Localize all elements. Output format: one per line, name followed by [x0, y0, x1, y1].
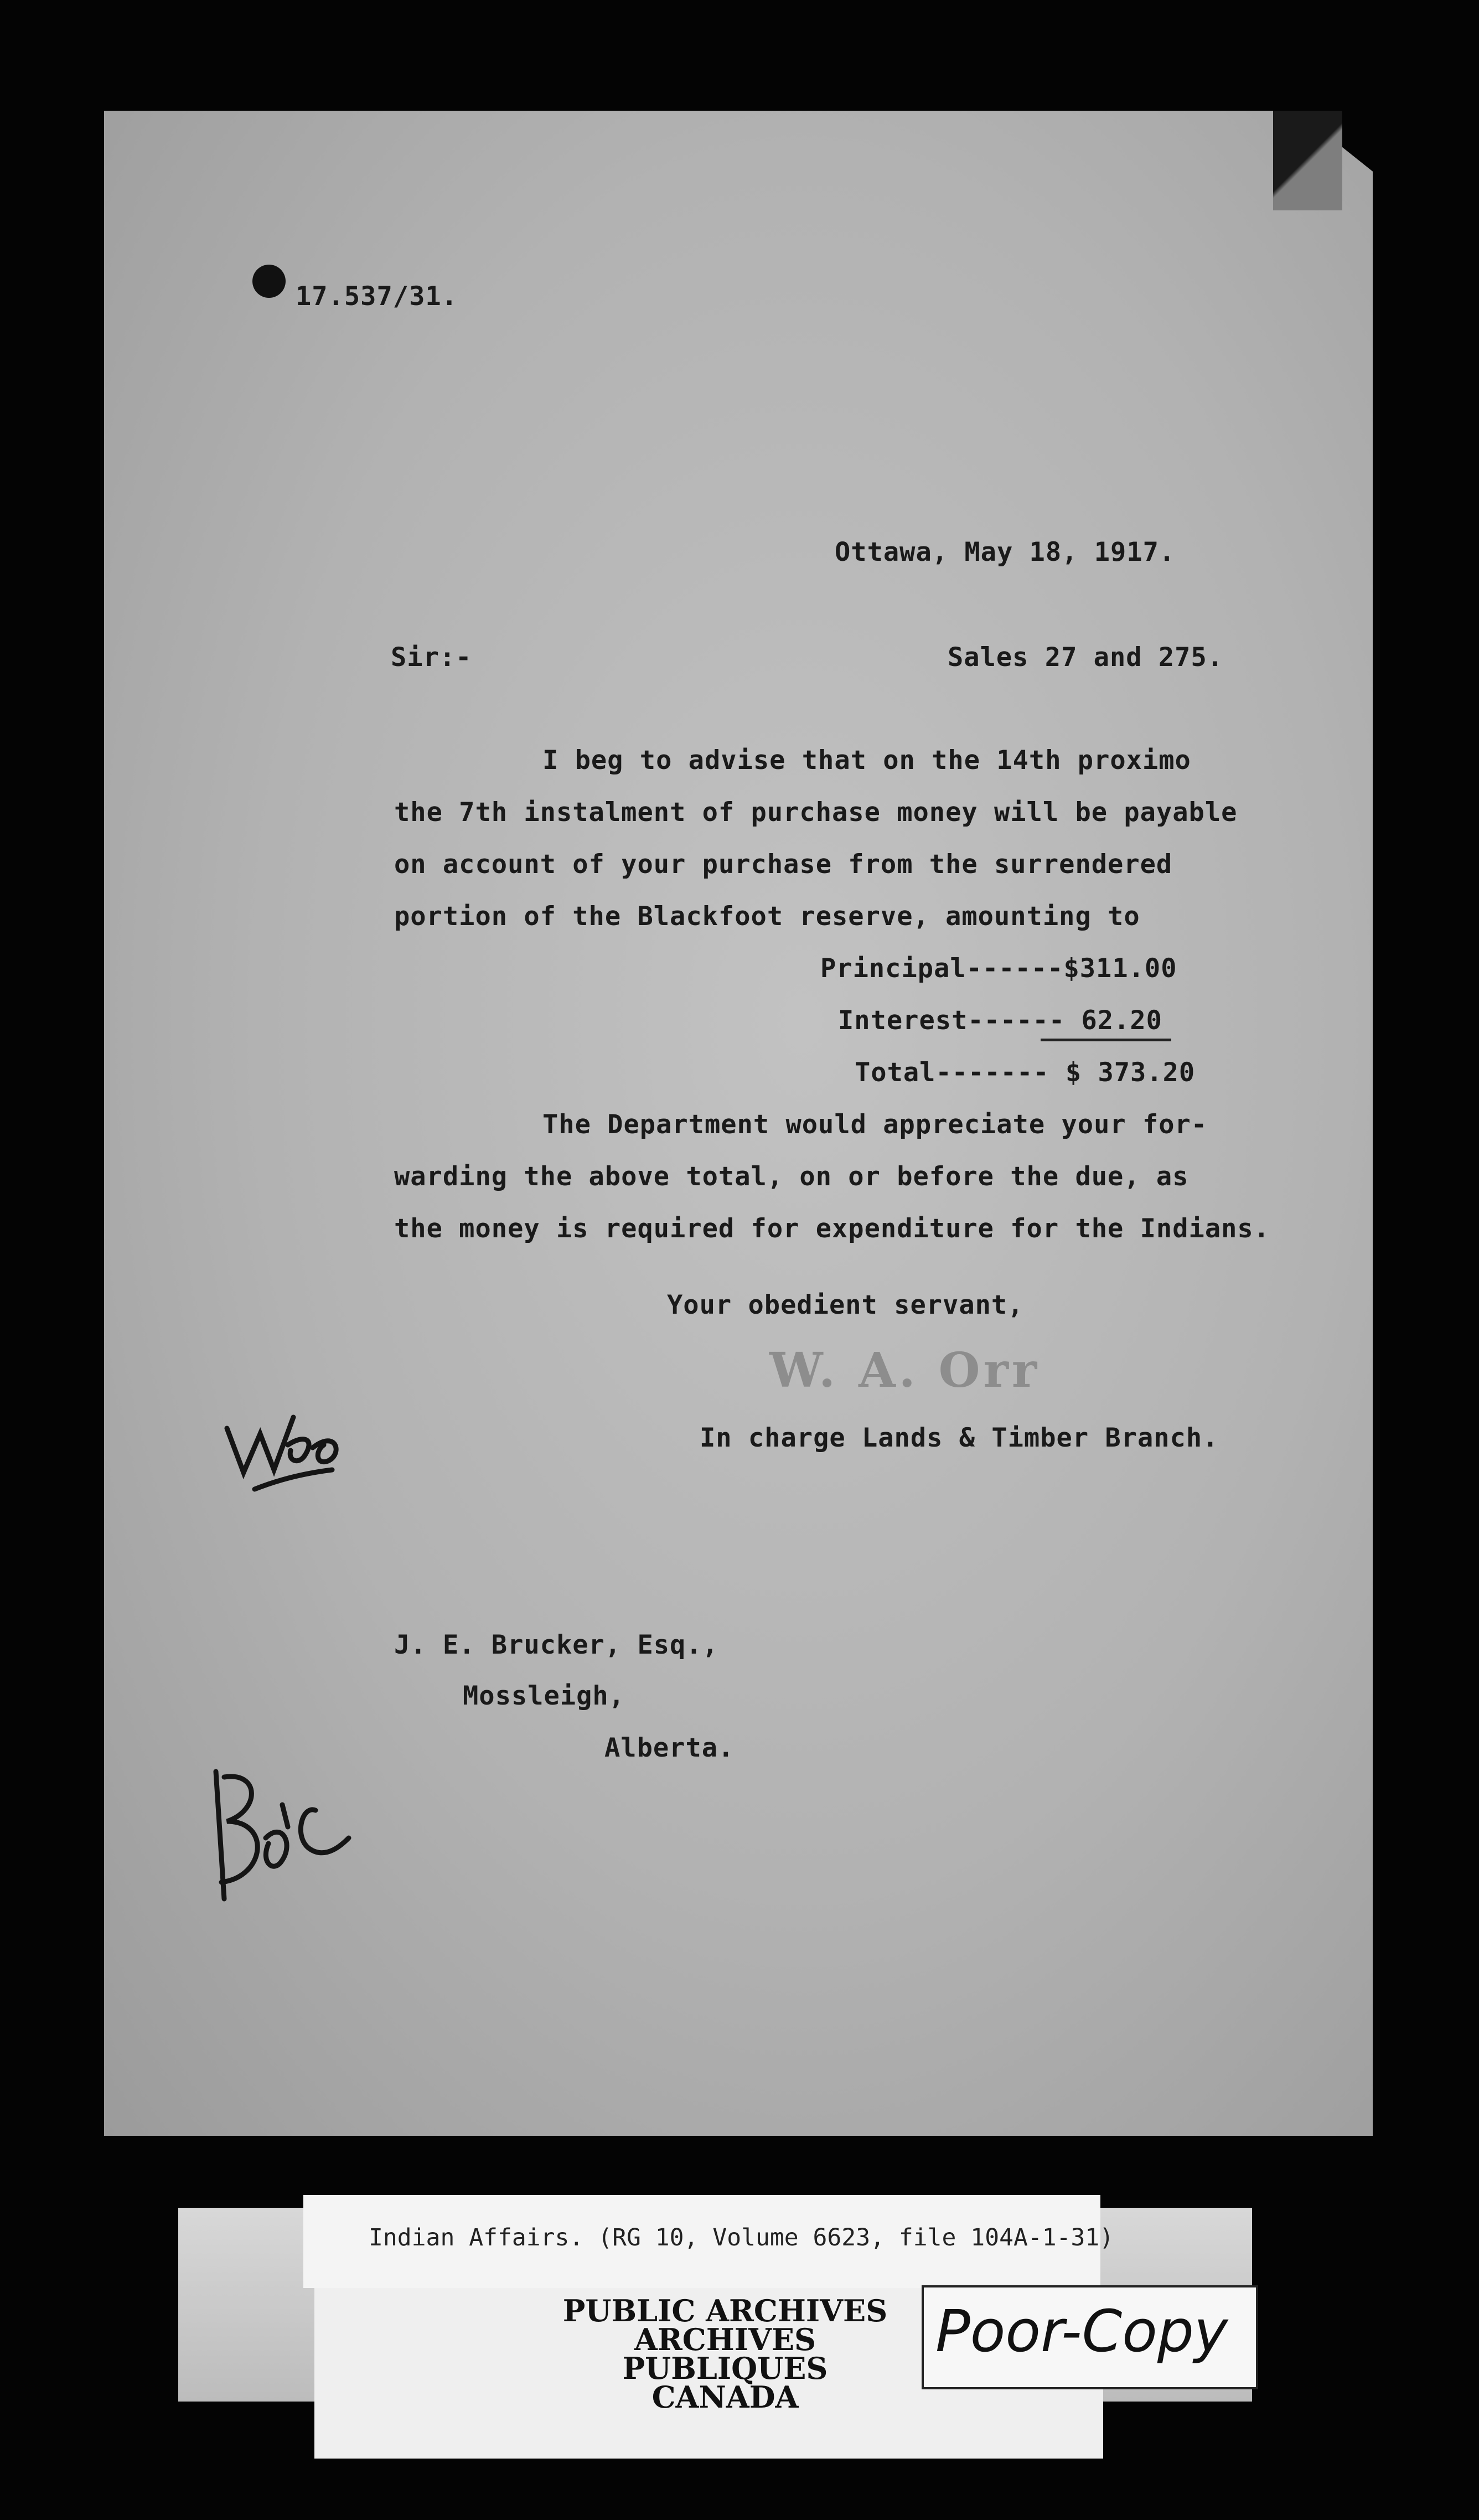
stamped-signature: W. A. Orr — [769, 1342, 1041, 1398]
archive-stamp — [531, 2293, 919, 2415]
file-number: 17.537/31. — [296, 281, 458, 312]
closing-line-1: The Department would appreciate your for- — [542, 1109, 1208, 1140]
closing-line-2: warding the above total, on or before the due, as — [394, 1161, 1189, 1192]
principal-amount: Principal------$311.00 — [820, 953, 1177, 984]
body-line-3: on account of your purchase from the surrendered — [394, 849, 1173, 880]
initials-wao-handwritten — [221, 1395, 354, 1506]
sales-reference: Sales 27 and 275. — [948, 642, 1224, 673]
addressee-name: J. E. Brucker, Esq., — [394, 1630, 718, 1660]
total-amount: Total------- $ 373.20 — [855, 1057, 1196, 1088]
body-line-1: I beg to advise that on the 14th proximo — [542, 745, 1191, 776]
body-line-2: the 7th instalment of purchase money will be payable — [394, 797, 1238, 828]
folded-corner — [1273, 111, 1342, 210]
salutation: Sir:- — [391, 642, 472, 673]
interest-amount: Interest------ 62.20 — [838, 1005, 1162, 1036]
stamp-line-3: CANADA — [651, 2379, 799, 2415]
date-line: Ottawa, May 18, 1917. — [835, 537, 1176, 567]
initials-bjc-handwritten — [199, 1749, 365, 1915]
addressee-province: Alberta. — [604, 1733, 735, 1763]
stamp-line-2: ARCHIVES PUBLIQUES — [622, 2322, 828, 2386]
signature-title: In charge Lands & Timber Branch. — [700, 1423, 1219, 1453]
stamp-line-1: PUBLIC ARCHIVES — [562, 2293, 888, 2328]
closing-line-3: the money is required for expenditure for the Indians. — [394, 1213, 1270, 1244]
quality-note: Poor-Copy — [935, 2297, 1228, 2365]
addressee-town: Mossleigh, — [463, 1681, 625, 1711]
complimentary-close: Your obedient servant, — [667, 1290, 1024, 1320]
sum-rule — [1041, 1039, 1171, 1041]
reference-label-text: Indian Affairs. (RG 10, Volume 6623, file 104A-1-31) — [369, 2224, 1114, 2252]
body-line-4: portion of the Blackfoot reserve, amounting to — [394, 901, 1140, 932]
punch-hole — [252, 265, 286, 298]
reference-label — [303, 2195, 1114, 2288]
